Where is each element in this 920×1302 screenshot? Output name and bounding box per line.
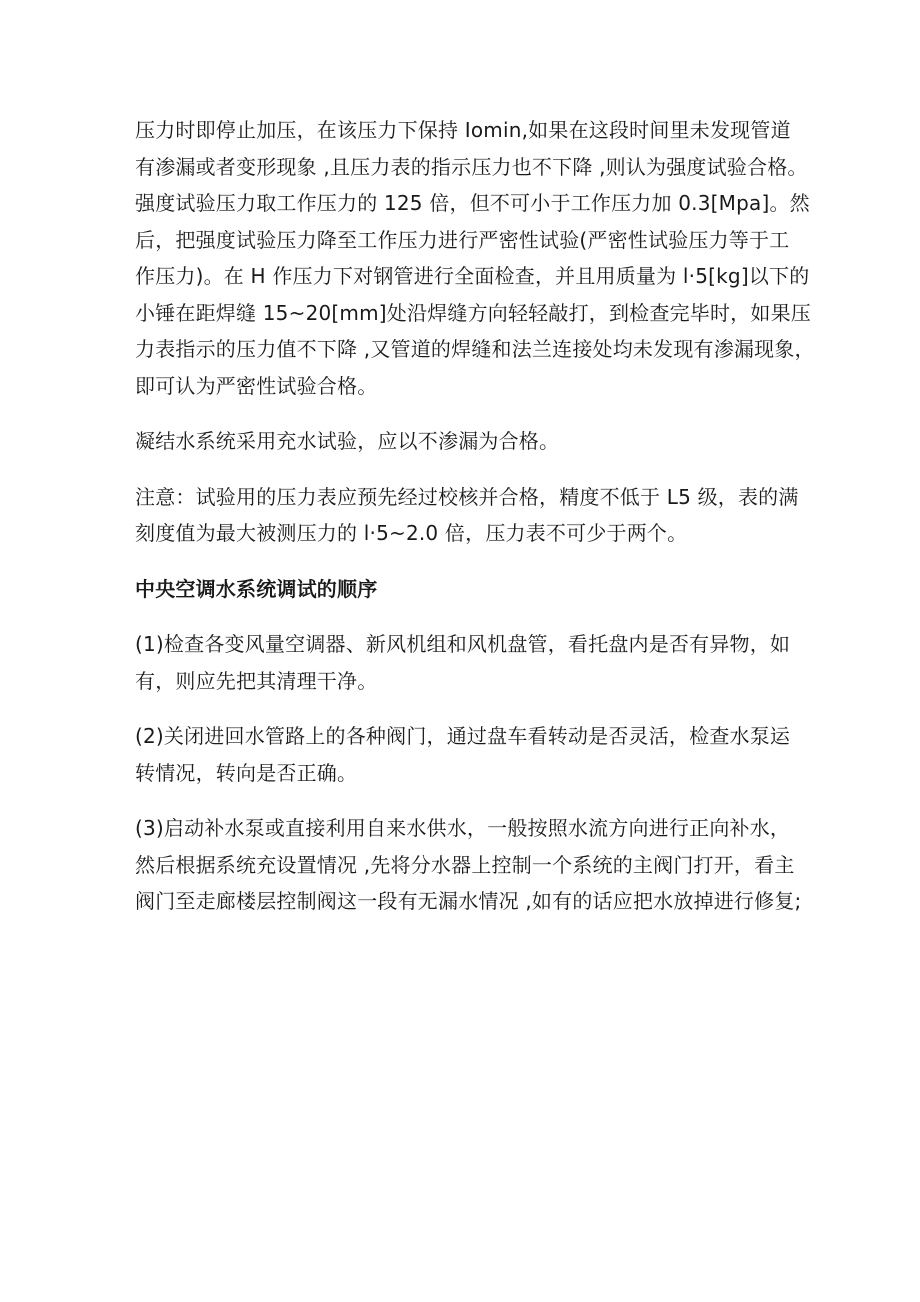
text-line: 力表指示的压力值不下降 ,又管道的焊缝和法兰连接处均未发现有渗漏现象，	[135, 337, 815, 361]
step-2	[135, 718, 795, 791]
text-line: 强度试验压力取工作压力的 125 倍，但不可小于工作压力加 0.3[Mpa]。然	[135, 191, 810, 215]
paragraph-note	[135, 479, 799, 552]
document-body	[135, 112, 815, 920]
text-line: 后，把强度试验压力降至工作压力进行严密性试验(严密性试验压力等于工	[135, 227, 790, 252]
text-line: 有，则应先把其清理干净。	[135, 668, 378, 693]
text-line: (3)启动补水泵或直接利用自来水供水，一般按照水流方向进行正向补水，	[135, 816, 791, 840]
text-line: 有渗漏或者变形现象 ,且压力表的指示压力也不下降 ,则认为强度试验合格。	[135, 154, 808, 179]
text-line: (2)关闭进回水管路上的各种阀门，通过盘车看转动是否灵活，检查水泵运	[135, 724, 791, 748]
paragraph-condensate	[135, 423, 795, 460]
text-line: 凝结水系统采用充水试验，应以不渗漏为合格。	[135, 429, 560, 453]
text-line: 阀门至走廊楼层控制阀这一段有无漏水情况 ,如有的话应把水放掉进行修复;	[135, 889, 802, 913]
step-3	[135, 810, 802, 920]
step-1	[135, 626, 795, 699]
text-line: (1)检查各变风量空调器、新风机组和风机盘管，看托盘内是否有异物，如	[135, 632, 791, 656]
text-line: 刻度值为最大被测压力的 l·5~2.0 倍，压力表不可少于两个。	[135, 521, 688, 545]
text-line: 即可认为严密性试验合格。	[135, 373, 378, 398]
text-line: 注意：试验用的压力表应预先经过校核并合格，精度不低于 L5 级，表的满	[135, 484, 799, 509]
text-line: 作压力)。在 H 作压力下对钢管进行全面检查，并且用质量为 l·5[kg]以下的	[135, 264, 810, 288]
text-line: 然后根据系统充设置情况 ,先将分水器上控制一个系统的主阀门打开，看主	[135, 852, 795, 877]
section-heading: 中央空调水系统调试的顺序	[135, 576, 378, 601]
paragraph-pressure-test	[135, 112, 815, 404]
text-line: 压力时即停止加压，在该压力下保持 Iomin,如果在这段时间里未发现管道	[135, 118, 791, 142]
text-line: 小锤在距焊缝 15~20[mm]处沿焊缝方向轻轻敲打，到检查完毕时，如果压	[135, 300, 811, 325]
text-line: 转情况，转向是否正确。	[135, 760, 358, 785]
